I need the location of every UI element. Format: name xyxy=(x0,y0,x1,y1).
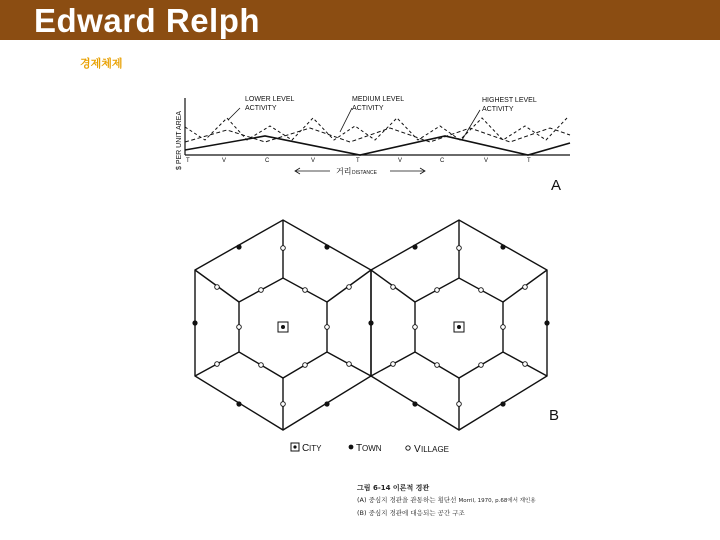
tick-label-5: T xyxy=(356,158,360,164)
city-dot-right xyxy=(457,325,461,329)
village-dot xyxy=(479,363,484,368)
highest-level-curve xyxy=(185,136,570,155)
legend-village-rest: ILLAGE xyxy=(421,445,450,454)
legend xyxy=(291,443,449,455)
village-dot xyxy=(325,325,330,330)
village-dot xyxy=(413,325,418,330)
village-dot xyxy=(259,363,264,368)
town-dot xyxy=(236,401,241,406)
legend-town-cap: T xyxy=(356,443,363,454)
village-dot xyxy=(435,363,440,368)
village-dot xyxy=(215,285,220,290)
village-dot xyxy=(215,362,220,367)
town-dot xyxy=(324,401,329,406)
legend-village-cap: V xyxy=(414,444,421,455)
town-dot xyxy=(412,401,417,406)
village-dot xyxy=(347,285,352,290)
tick-label-6: V xyxy=(398,158,403,164)
annotation-medium-2: ACTIVITY xyxy=(352,105,384,112)
city-dot-left xyxy=(281,325,285,329)
figure-caption xyxy=(357,482,536,519)
leader-medium xyxy=(340,108,352,132)
slide-title: Edward Relph xyxy=(34,2,261,39)
leader-lower xyxy=(228,108,240,120)
village-dot xyxy=(391,285,396,290)
town-dot xyxy=(500,401,505,406)
town-dot xyxy=(368,320,373,325)
town-dot xyxy=(500,244,505,249)
village-dot xyxy=(303,363,308,368)
village-dot xyxy=(523,285,528,290)
annotation-medium-1: MEDIUM LEVEL xyxy=(352,96,405,103)
legend-village-icon xyxy=(406,446,410,450)
village-dot xyxy=(281,246,286,251)
annotation-highest-1: HIGHEST LEVEL xyxy=(482,97,537,104)
village-dot xyxy=(259,288,264,293)
village-dot xyxy=(435,288,440,293)
village-dot xyxy=(523,362,528,367)
legend-town-icon xyxy=(349,445,354,450)
caption-line-2: (B) 중심지 경관에 대응되는 공간 구조 xyxy=(357,509,465,517)
figure-a-label: A xyxy=(551,177,562,194)
lower-level-curve xyxy=(185,118,567,140)
village-dot xyxy=(501,325,506,330)
tick-label-1: T xyxy=(186,158,190,164)
village-dot xyxy=(391,362,396,367)
village-dot xyxy=(457,246,462,251)
annotation-lower-2: ACTIVITY xyxy=(245,105,277,112)
town-dot xyxy=(324,244,329,249)
village-dot xyxy=(457,402,462,407)
y-axis-label: $ PER UNIT AREA xyxy=(176,110,183,170)
caption-line-1 xyxy=(357,494,536,507)
tick-label-3: C xyxy=(265,158,270,164)
village-dot xyxy=(237,325,242,330)
tick-label-4: V xyxy=(311,158,316,164)
village-dot xyxy=(347,362,352,367)
town-dot xyxy=(412,244,417,249)
tick-label-9: T xyxy=(527,158,531,164)
tick-label-8: V xyxy=(484,158,489,164)
slide-subtitle: 경제체제 xyxy=(80,57,123,70)
tick-label-7: C xyxy=(440,158,445,164)
legend-city-cap: C xyxy=(302,443,310,454)
figure-b-label: B xyxy=(549,407,560,424)
tick-label-2: V xyxy=(222,158,227,164)
annotation-lower-1: LOWER LEVEL xyxy=(245,96,295,103)
village-dot xyxy=(303,288,308,293)
town-dot xyxy=(544,320,549,325)
town-dot xyxy=(192,320,197,325)
town-dot xyxy=(236,244,241,249)
village-dot xyxy=(479,288,484,293)
village-dot xyxy=(281,402,286,407)
legend-city-icon-dot xyxy=(293,445,296,448)
leader-highest xyxy=(462,110,480,140)
town-markers xyxy=(192,244,549,406)
legend-city-rest: ITY xyxy=(309,444,322,453)
caption-line-1-source: Morril, 1970, p.68에서 재인용 xyxy=(458,498,536,504)
x-axis-label-en: DISTANCE xyxy=(352,170,377,176)
legend-town-rest: OWN xyxy=(362,444,382,453)
caption-line-1-text: (A) 중심지 경관을 관통하는 횡단선 xyxy=(357,496,457,504)
annotation-highest-2: ACTIVITY xyxy=(482,106,514,113)
caption-heading: 그림 6-14 이론적 경관 xyxy=(357,484,430,492)
x-axis-label-ko: 거리 xyxy=(336,167,352,176)
